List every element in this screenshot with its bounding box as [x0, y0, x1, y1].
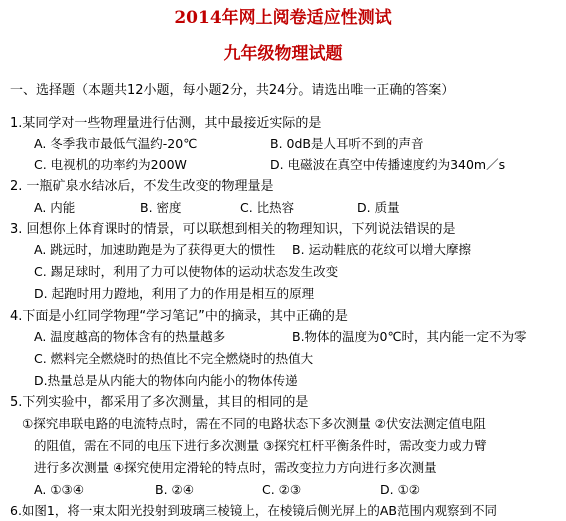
question-1-option-a: A. 冬季我市最低气温约-20℃ [34, 136, 198, 151]
question-2-stem: 2. 一瓶矿泉水结冰后，不发生改变的物理量是 [10, 179, 274, 194]
question-2-option-d: D. 质量 [357, 200, 400, 215]
exam-subtitle: 九年级物理试题 [223, 44, 343, 64]
question-2-option-a: A. 内能 [34, 200, 76, 215]
question-1-option-d: D. 电磁波在真空中传播速度约为340m／s [270, 157, 506, 172]
question-5-option-b: B. ②④ [155, 482, 194, 497]
question-3-option-c: C. 踢足球时，利用了力可以使物体的运动状态发生改变 [34, 264, 339, 279]
section-heading: 一、选择题（本题共12小题，每小题2分，共24分。请选出唯一正确的答案） [10, 83, 455, 98]
question-5-text-line-3: 进行多次测量 ④探究使用定滑轮的特点时，需改变拉力方向进行多次测量 [34, 460, 437, 475]
question-5-option-a: A. ①③④ [34, 482, 84, 497]
question-4-stem: 4.下面是小红同学物理“学习笔记”中的摘录，其中正确的是 [10, 309, 348, 324]
question-1-option-c: C. 电视机的功率约为200W [34, 157, 187, 172]
question-3-option-b: B. 运动鞋底的花纹可以增大摩擦 [292, 242, 472, 257]
exam-title: 2014年网上阅卷适应性测试 [174, 8, 392, 28]
question-5-stem: 5.下列实验中，都采用了多次测量，其目的相同的是 [10, 395, 309, 410]
question-5-option-d: D. ①② [380, 482, 420, 497]
question-6-stem: 6.如图1，将一束太阳光投射到玻璃三棱镜上，在棱镜后侧光屏上的AB范围内观察到不同 [10, 503, 498, 518]
question-1-option-b: B. 0dB是人耳听不到的声音 [270, 136, 424, 151]
question-5-text-line-1: ①探究串联电路的电流特点时，需在不同的电路状态下多次测量 ②伏安法测定值电阻 [22, 416, 486, 431]
question-3-option-d: D. 起跑时用力蹬地，利用了力的作用是相互的原理 [34, 286, 315, 301]
question-2-option-b: B. 密度 [140, 200, 182, 215]
question-3-option-a: A. 跳远时，加速助跑是为了获得更大的惯性 [34, 242, 276, 257]
question-3-stem: 3. 回想你上体育课时的情景，可以联想到相关的物理知识，下列说法错误的是 [10, 222, 456, 237]
question-4-option-c: C. 燃料完全燃烧时的热值比不完全燃烧时的热值大 [34, 351, 314, 366]
question-1-stem: 1.某同学对一些物理量进行估测，其中最接近实际的是 [10, 116, 322, 131]
question-5-option-c: C. ②③ [262, 482, 302, 497]
question-4-option-a: A. 温度越高的物体含有的热量越多 [34, 329, 226, 344]
question-2-option-c: C. 比热容 [240, 200, 295, 215]
question-5-text-line-2: 的阻值，需在不同的电压下进行多次测量 ③探究杠杆平衡条件时，需改变力或力臂 [34, 438, 487, 453]
question-4-option-b: B.物体的温度为0℃时，其内能一定不为零 [292, 329, 527, 344]
question-4-option-d: D.热量总是从内能大的物体向内能小的物体传递 [34, 373, 298, 388]
